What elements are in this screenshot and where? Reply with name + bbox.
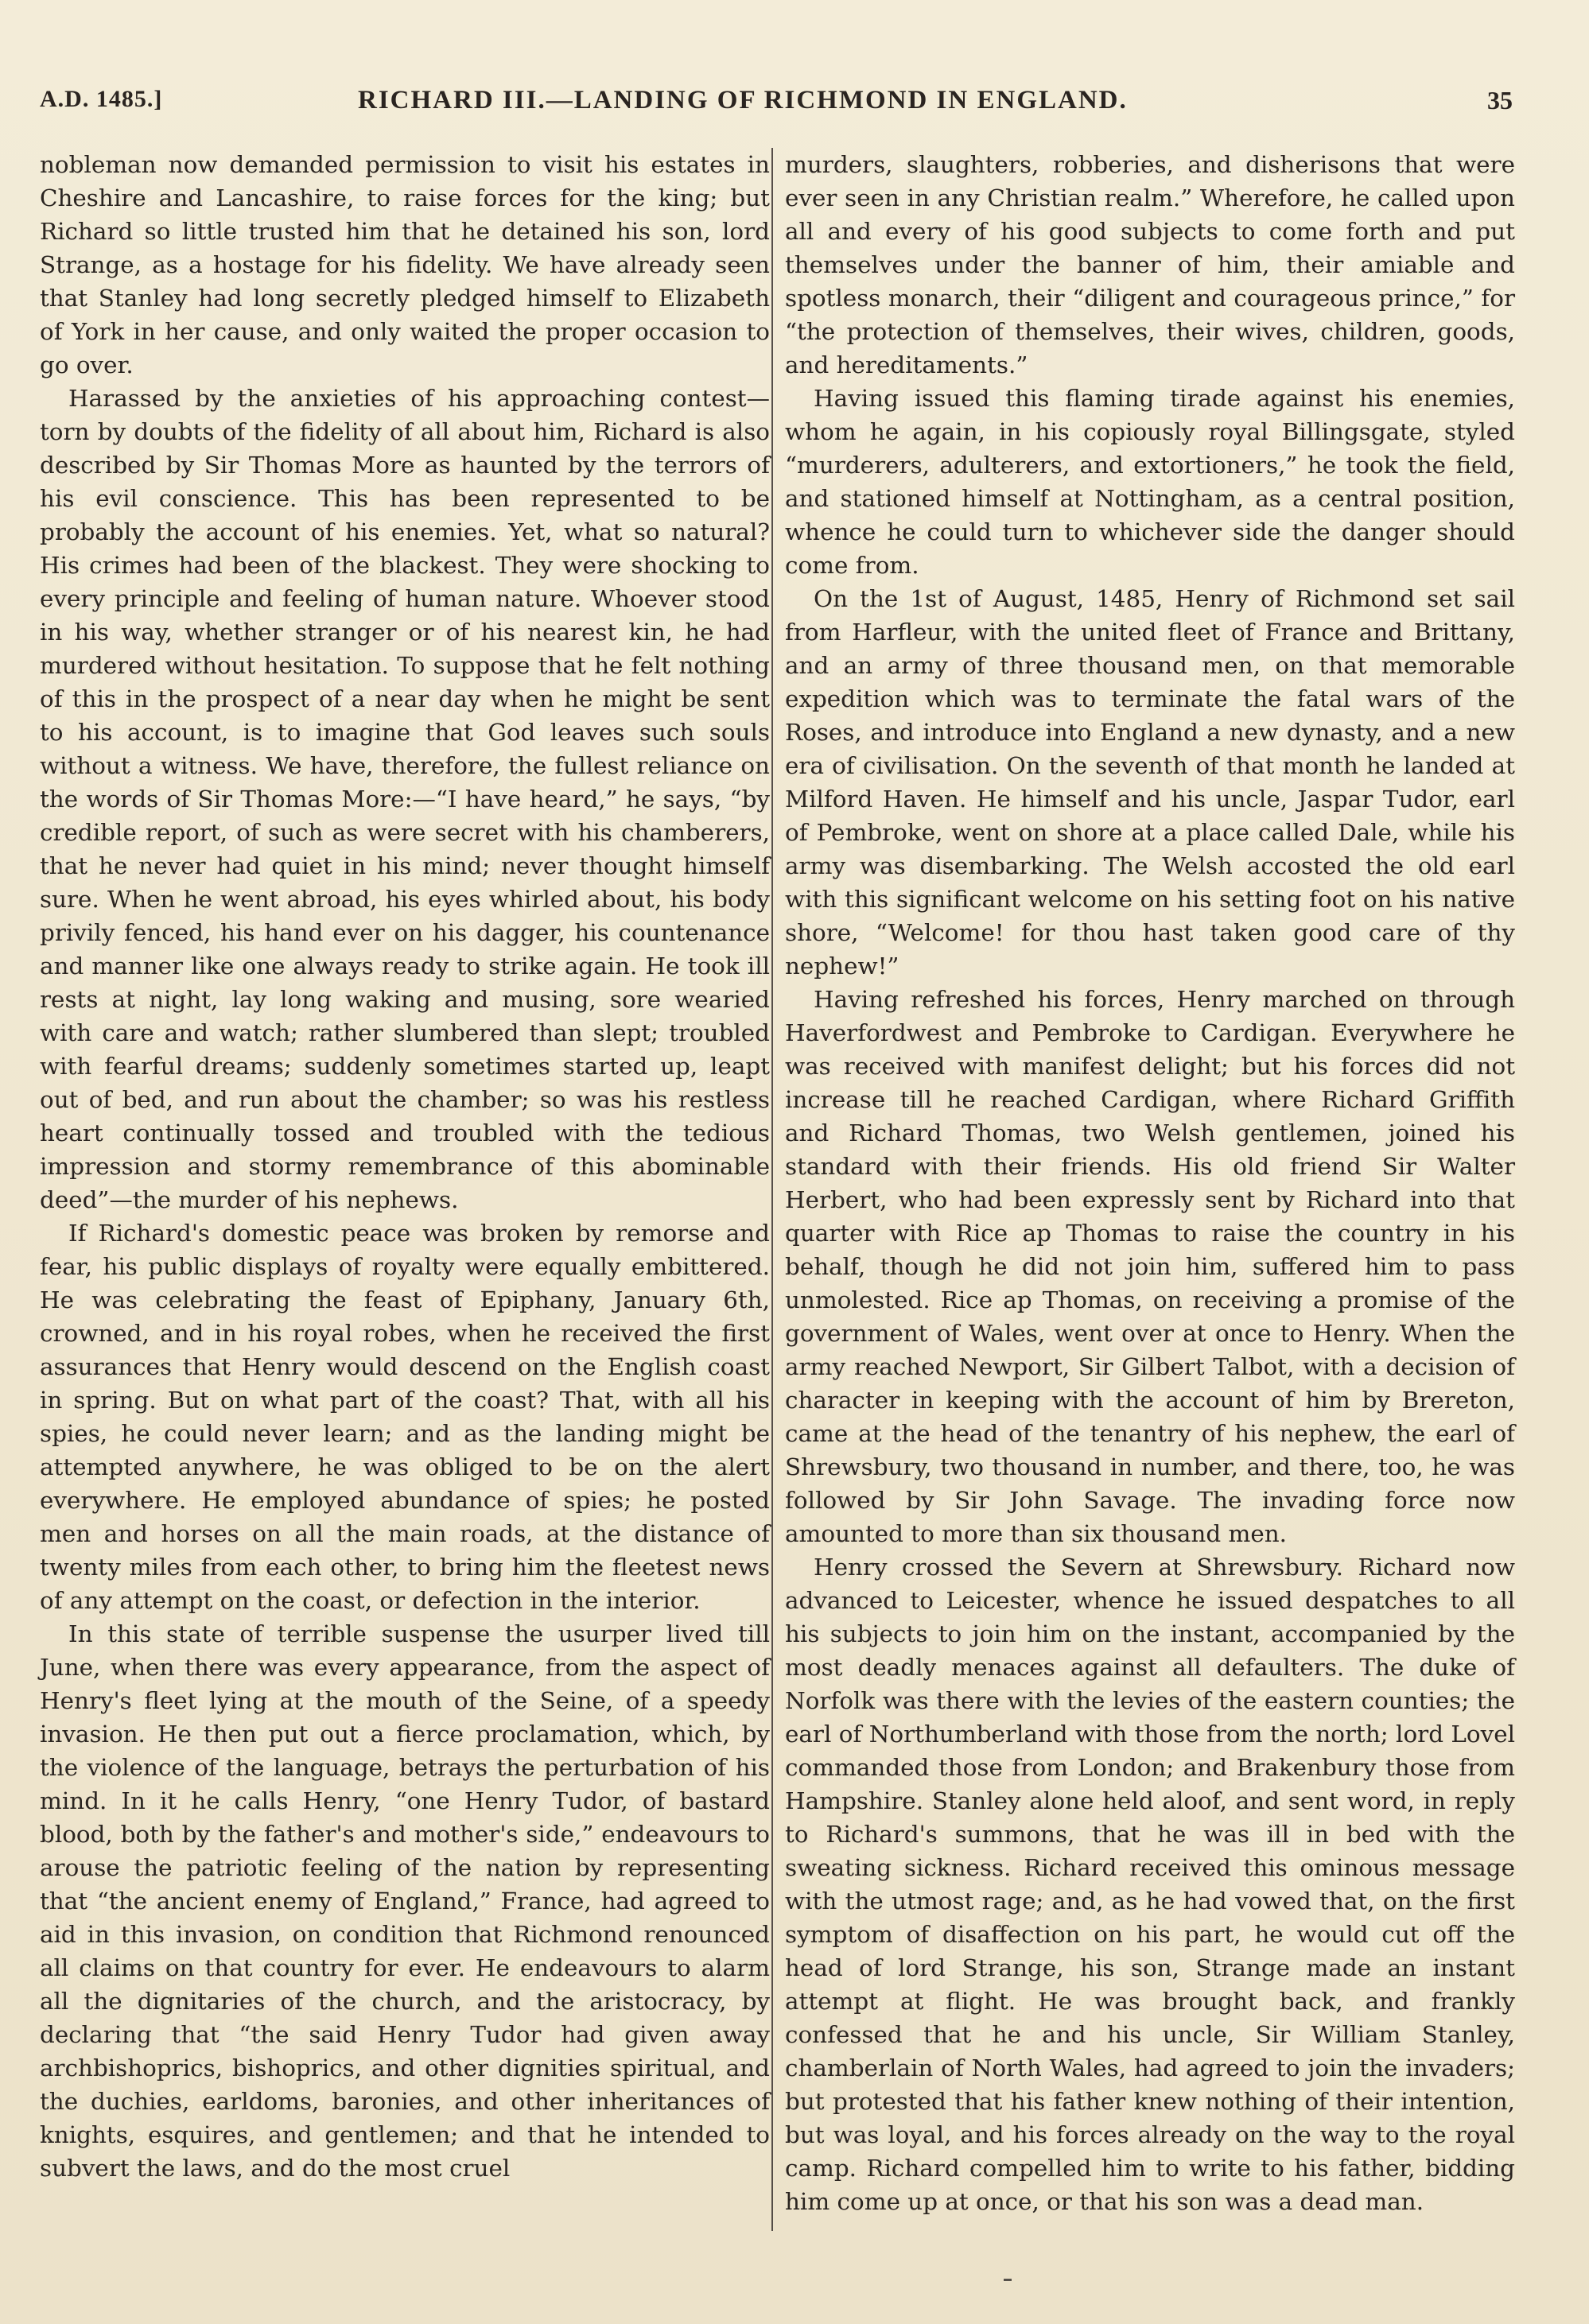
running-header (40, 86, 1513, 127)
paragraph: Harassed by the anxieties of his approaching contest—torn by doubts of the fidelity of all about him, Richard is also described by Sir Thomas More as haunted by the terrors of his evil conscience. This has been represented to be probably the account of his enemies. Yet, what so natural? His crimes had been of the blackest. They were shocking to every principle and feeling of human nature. Whoever stood in his way, whether stranger or of his nearest kin, he had murdered without hesitation. To suppose that he felt nothing of this in the prospect of a near day when he might be sent to his account, is to imagine that God leaves such souls without a witness. We have, therefore, the fullest reliance on the words of Sir Thomas More:—“I have heard,” he says, “by credible report, of such as were secret with his chamberers, that he never had quiet in his mind; never thought himself sure. When he went abroad, his eyes whirled about, his body privily fenced, his hand ever on his dagger, his countenance and manner like one always ready to strike again. He took ill rests at night, lay long waking and musing, sore wearied with care and watch; rather slumbered than slept; troubled with fearful dreams; suddenly sometimes started up, leapt out of bed, and run about the chamber; so was his restless heart continually tossed and troubled with the tedious impression and stormy remembrance of this abominable deed”—the murder of his nephews. (40, 385, 770, 1213)
paragraph: Having refreshed his forces, Henry marched on through Haverfordwest and Pembroke to Cardigan. Everywhere he was received with manifest delight; but his forces did not increase till he reached Cardigan, where Richard Griffith and Richard Thomas, two Welsh gentlemen, joined his standard with their friends. His old friend Sir Walter Herbert, who had been expressly sent by Richard into that quarter with Rice ap Thomas to raise the country in his behalf, though he did not join him, suffered him to pass unmolested. Rice ap Thomas, on receiving a promise of the government of Wales, went over at once to Henry. When the army reached Newport, Sir Gilbert Talbot, with a decision of character in keeping with the account of him by Brereton, came at the head of the tenantry of his nephew, the earl of Shrewsbury, two thousand in number, and there, too, he was followed by Sir John Savage. The invading force now amounted to more than six thousand men. (785, 986, 1515, 1547)
paragraph: On the 1st of August, 1485, Henry of Richmond set sail from Harfleur, with the united fleet of France and Brittany, and an army of three thousand men, on that memorable expedition which was to terminate the fatal wars of the Roses, and introduce into England a new dynasty, and a new era of civilisation. On the seventh of that month he landed at Milford Haven. He himself and his uncle, Jaspar Tudor, earl of Pembroke, went on shore at a place called Dale, while his army was disembarking. The Welsh accosted the old earl with this significant welcome on his setting foot on his native shore, “Welcome! for thou hast taken good care of thy nephew!” (785, 585, 1515, 980)
paragraph: Having issued this flaming tirade against his enemies, whom he again, in his copiously royal Billingsgate, styled “murderers, adulterers, and extortioners,” he took the field, and stationed himself at Nottingham, as a central position, whence he could turn to whichever side the danger should come from. (785, 385, 1515, 579)
paragraph: If Richard's domestic peace was broken by remorse and fear, his public displays of royalty were equally embittered. He was celebrating the feast of Epiphany, January 6th, crowned, and in his royal robes, when he received the first assurances that Henry would descend on the English coast in spring. But on what part of the coast? That, with all his spies, he could never learn; and as the landing might be attempted anywhere, he was obliged to be on the alert everywhere. He employed abundance of spies; he posted men and horses on all the main roads, at the distance of twenty miles from each other, to bring him the fleetest news of any attempt on the coast, or defection in the interior. (40, 1220, 770, 1614)
paragraph: murders, slaughters, robberies, and disherisons that were ever seen in any Christian realm.” Wherefore, he called upon all and every of his good subjects to come forth and put themselves under the banner of him, their amiable and spotless monarch, their “diligent and courageous prince,” for “the protection of themselves, their wives, children, goods, and hereditaments.” (785, 151, 1515, 378)
header-title: RICHARD III.—LANDING OF RICHMOND IN ENGLAND. (358, 86, 1128, 114)
page-number: 35 (1487, 86, 1513, 114)
header-date: A.D. 1485.] (40, 86, 163, 112)
left-column (40, 148, 770, 2185)
paragraph: Henry crossed the Severn at Shrewsbury. Richard now advanced to Leicester, whence he issued despatches to all his subjects to join him on the instant, accompanied by the most deadly menaces against all defaulters. The duke of Norfolk was there with the levies of the eastern counties; the earl of Northumberland with those from the north; lord Lovel commanded those from London; and Brakenbury those from Hampshire. Stanley alone held aloof, and sent word, in reply to Richard's summons, that he was ill in bed with the sweating sickness. Richard received this ominous message with the utmost rage; and, as he had vowed that, on the first symptom of disaffection on his part, he would cut off the head of lord Strange, his son, Strange made an instant attempt at flight. He was brought back, and frankly confessed that he and his uncle, Sir William Stanley, chamberlain of North Wales, had agreed to join the invaders; but protested that his father knew nothing of their intention, but was loyal, and his forces already on the way to the royal camp. Richard compelled him to write to his father, bidding him come up at once, or that his son was a dead man. (785, 1554, 1515, 2215)
right-column (785, 148, 1515, 2218)
paragraph: In this state of terrible suspense the usurper lived till June, when there was every appearance, from the aspect of Henry's fleet lying at the mouth of the Seine, of a speedy invasion. He then put out a fierce proclamation, which, by the violence of the language, betrays the perturbation of his mind. In it he calls Henry, “one Henry Tudor, of bastard blood, both by the father's and mother's side,” endeavours to arouse the patriotic feeling of the nation by representing that “the ancient enemy of England,” France, had agreed to aid in this invasion, on condition that Richmond renounced all claims on that country for ever. He endeavours to alarm all the dignitaries of the church, and the aristocracy, by declaring that “the said Henry Tudor had given away archbishoprics, bishoprics, and other dignities spiritual, and the duchies, earldoms, baronies, and other inheritances of knights, esquires, and gentlemen; and that he intended to subvert the laws, and do the most cruel (40, 1620, 770, 2182)
footer-mark (1004, 2279, 1012, 2281)
paragraph: nobleman now demanded permission to visit his estates in Cheshire and Lancashire, to raise forces for the king; but Richard so little trusted him that he detained his son, lord Strange, as a hostage for his fidelity. We have already seen that Stanley had long secretly pledged himself to Elizabeth of York in her cause, and only waited the proper occasion to go over. (40, 151, 770, 378)
column-divider (771, 148, 773, 2231)
